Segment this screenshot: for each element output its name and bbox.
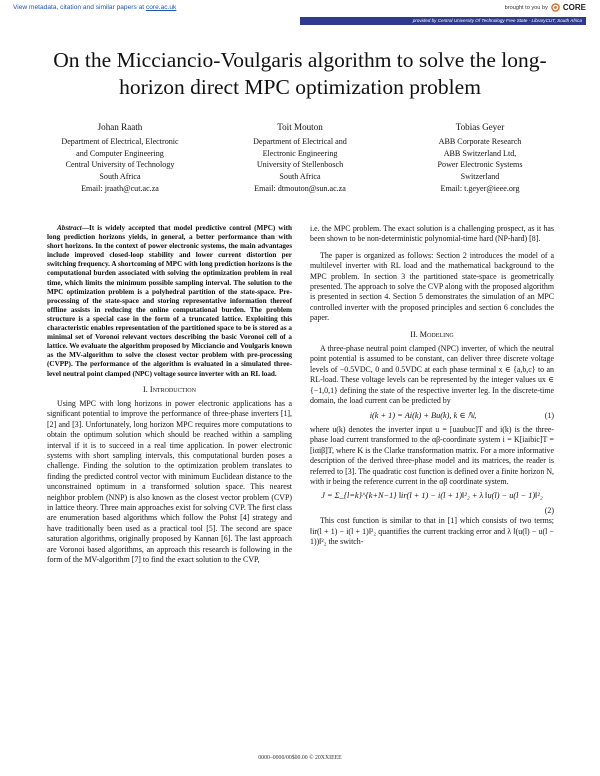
affiliation-line: Switzerland (460, 172, 500, 182)
equation-2 (310, 491, 554, 501)
abstract-text: —It is widely accepted that model predictive control (MPC) with long prediction horizons yields, in general, a better performance than with short horizons. In the context of power electronic systems, the main advantages include improved closed-loop stability and lower current distortion per switching frequency. A shortcoming of MPC with long prediction horizons is the computational burden associated with solving the optimization problem in real time, which limits the minimum possible sampling interval. The solution to the MPC optimization problem is a polyhedral partition of the state-space. Pre-processing of the state-space and storing representative information thereof offline assists in reducing the online computational burden. The problem structure is a special case in the form of a truncated lattice. Exploiting this characteristic enables representation of the partitioned space to be is stored as a minimal set of Voronoi relevant vectors describing the basic Voronoi cell of a lattice. We evaluate the algorithm proposed by Micciancio and Voulgaris known as the MV-algorithm to solve the closest vector problem with pre-processing (CVPP). The performance of the algorithm is evaluated in a simulated three-level neutral point clamped (NPC) voltage source inverter with an RL load. (47, 224, 292, 378)
author-block-2 (220, 122, 380, 195)
section-heading-modeling: II. Modeling (410, 329, 454, 339)
intro-paragraph: Using MPC with long horizons in power electronic applications has a significant potential to improve the performance of three-phase inverters [1], [2] and [3]. Unfortunately, long horizon MPC requires more computations to obtain the optimum solution which should be reached within a sampling interval if it is to succeed in a real time application. In power electronic systems with short sampling intervals, this computational burden poses a challenge. Finding the solution to the optimization problem translates to finding the predicted control vector with minimum Euclidean distance to the unconstrained optimum in a transformed solution space. This nearest neighbor problem (NNP) is also known as the closest vector problem (CVP) in lattice theory. Three main approaches exist for solving CVP. The first class are enumeration based algorithms which follow the Pohst [4] strategy and have traditionally been used as a practical tool [5]. The second are space saturation algorithms, originally proposed by Kannan [6]. The last approach are Voronoi based algorithms, an approach this research is following in the form of the MV-algorithm [7] to find the exact solution to the CVP, (47, 399, 292, 565)
brought-by-label: brought to you by (504, 4, 548, 11)
affiliation-line: Power Electronic Systems (437, 160, 523, 170)
affiliation-line: ABB Corporate Research (438, 136, 522, 146)
equation-1 (310, 411, 554, 421)
affiliation-line: and Computer Engineering (76, 148, 164, 158)
provided-by-banner: provided by Central University Of Technology Free State - LibraryCUT, South Africa (300, 17, 586, 25)
right-column (310, 224, 554, 547)
author-name: Johan Raath (97, 122, 143, 132)
right-paragraph-2: The paper is organized as follows: Section 2 introduces the model of a multilevel inverter with RL load and the mathematical background to the MPC problem. In section 3 the partitioned state-space is geometrically presented. The approach to solve the CVP along with the proposed algorithm is presented in section 4. Section 5 demonstrates the simulation of an MPC controlled inverter with the proposed principles and section 6 concludes the paper. (310, 250, 554, 323)
paper-title: On the Micciancio-Voulgaris algorithm to solve the long-horizon direct MPC optimization problem (53, 48, 547, 99)
core-url-link[interactable]: core.ac.uk (145, 4, 177, 11)
modeling-paragraph-1: A three-phase neutral point clamped (NPC) inverter, of which the neutral point potential is assumed to be constant, can deliver three discrete voltage levels of −0.5VDC, 0 and 0.5VDC at each phase terminal x ∈ {a,b,c} to an RL-load. These voltage levels can be represented by the integer values ux ∈ {−1,0,1} defining the state of the respective inverter leg. In the discrete-time domain, the load current can be predicted by (310, 344, 554, 406)
affiliation-line: South Africa (99, 172, 141, 182)
section-heading-introduction: I. Introduction (143, 384, 196, 394)
affiliation-line: Central University of Technology (65, 160, 175, 170)
right-paragraph-1: i.e. the MPC problem. The exact solution is a challenging prospect, as it has been shown to be non-deterministic polynomial-time hard (NP-hard) [8]. (310, 224, 554, 244)
copyright-footer: 0000–0000/00$00.00 © 20XXIEEE (258, 755, 342, 761)
author-email[interactable]: Email: t.geyer@ieee.org (440, 183, 520, 193)
equation-2-number: (2) (544, 505, 554, 515)
affiliation-line: ABB Switzerland Ltd, (443, 148, 517, 158)
affiliation-line: Electronic Engineering (262, 148, 338, 158)
affiliation-line: Department of Electrical and (253, 136, 347, 146)
core-header (0, 0, 600, 26)
metadata-link-prefix: View metadata, citation and similar papers at (13, 4, 146, 11)
author-block-3 (400, 122, 560, 195)
author-email[interactable]: Email: jraath@cut.ac.za (81, 183, 159, 193)
author-block-1 (40, 122, 200, 195)
modeling-paragraph-3: This cost function is similar to that in [1] which consists of two terms; ‖ir(l + 1) − i(l + 1)‖²₂ quantifies the current tracking error and λ ‖(u(l) − u(l − 1))‖²₂ the switch- (310, 516, 554, 546)
equation-1-body: i(k + 1) = Ai(k) + Bu(k), k ∈ ℕ, (369, 410, 477, 420)
affiliation-line: South Africa (279, 172, 321, 182)
abstract-label: Abstract (57, 224, 82, 232)
author-name: Toit Mouton (277, 122, 323, 132)
author-email[interactable]: Email: dtmouton@sun.ac.za (254, 183, 346, 193)
equation-1-number: (1) (544, 410, 554, 420)
author-name: Tobias Geyer (455, 122, 505, 132)
core-logo-text: CORE (562, 3, 586, 12)
affiliation-line: University of Stellenbosch (256, 160, 344, 170)
left-column (47, 224, 292, 566)
view-metadata-link[interactable] (13, 4, 176, 11)
brought-by-core[interactable] (505, 3, 586, 12)
equation-2-body: J = Σ_{l=k}^{k+N−1} ‖ir(l + 1) − i(l + 1)‖²₂ + λ ‖u(l) − u(l − 1)‖²₂ (321, 491, 543, 501)
abstract (47, 224, 292, 379)
modeling-paragraph-2: where u(k) denotes the inverter input u = [uaubuc]T and i(k) is the three-phase load current transformed to the αβ-coordinate system i = K[iaibic]T = [iαiβ]T, where K is the Clarke transformation matrix. For a more informative description of the derived three-phase model and its matrices, the reader is referred to [3]. The quadratic cost function is defined over a finite horizon N, with ir being the reference current in the αβ coordinate system. (310, 424, 554, 486)
affiliation-line: Department of Electrical, Electronic (61, 136, 179, 146)
core-logo-icon (551, 3, 560, 12)
